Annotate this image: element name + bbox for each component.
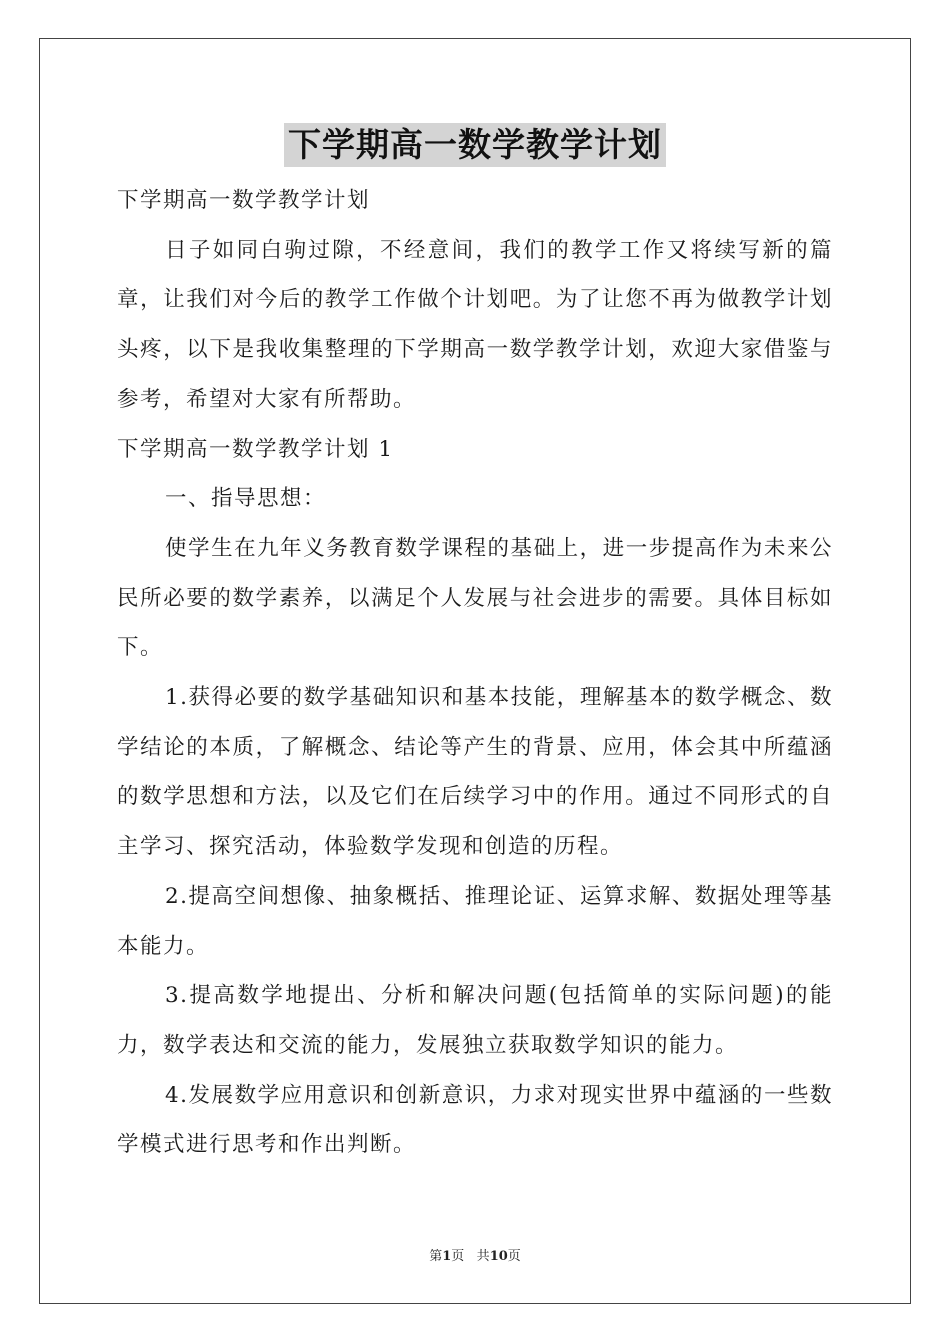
paragraph: 使学生在九年义务教育数学课程的基础上，进一步提高作为未来公民所必要的数学素养，以满足个人发展与社会进步的需要。具体目标如下。 xyxy=(117,535,833,661)
section-heading: 下学期高一数学教学计划 1 xyxy=(117,436,394,462)
page-footer xyxy=(0,1248,950,1266)
list-item: 1.获得必要的数学基础知识和基本技能，理解基本的数学概念、数学结论的本质，了解概念、结论等产生的背景、应用，体会其中所蕴涵的数学思想和方法，以及它们在后续学习中的作用。通过不同形式的自主学习、探究活动，体验数学发现和创造的历程。 xyxy=(117,685,833,860)
page-current: 1 xyxy=(442,1249,452,1264)
list-item: 4.发展数学应用意识和创新意识，力求对现实世界中蕴涵的一些数学模式进行思考和作出判断。 xyxy=(117,1082,833,1158)
paragraph: 下学期高一数学教学计划 xyxy=(117,188,371,213)
document-body xyxy=(117,176,833,1170)
list-item: 2.提高空间想像、抽象概括、推理论证、运算求解、数据处理等基本能力。 xyxy=(117,883,833,959)
total-suffix: 页 xyxy=(507,1249,521,1264)
document-title: 下学期高一数学教学计划 xyxy=(284,123,666,167)
total-prefix: 共 xyxy=(476,1249,490,1264)
paragraph: 一、指导思想： xyxy=(165,486,327,512)
title-container xyxy=(0,123,950,167)
page-prefix: 第 xyxy=(429,1249,443,1264)
list-item: 3.提高数学地提出、分析和解决问题(包括简单的实际问题)的能力，数学表达和交流的能力，发展独立获取数学知识的能力。 xyxy=(117,983,833,1058)
page-total: 10 xyxy=(489,1249,508,1264)
page-suffix: 页 xyxy=(451,1249,465,1264)
paragraph: 日子如同白驹过隙，不经意间，我们的教学工作又将续写新的篇章，让我们对今后的教学工作做个计划吧。为了让您不再为做教学计划头疼，以下是我收集整理的下学期高一数学教学计划，欢迎大家借鉴与参考，希望对大家有所帮助。 xyxy=(117,237,833,412)
